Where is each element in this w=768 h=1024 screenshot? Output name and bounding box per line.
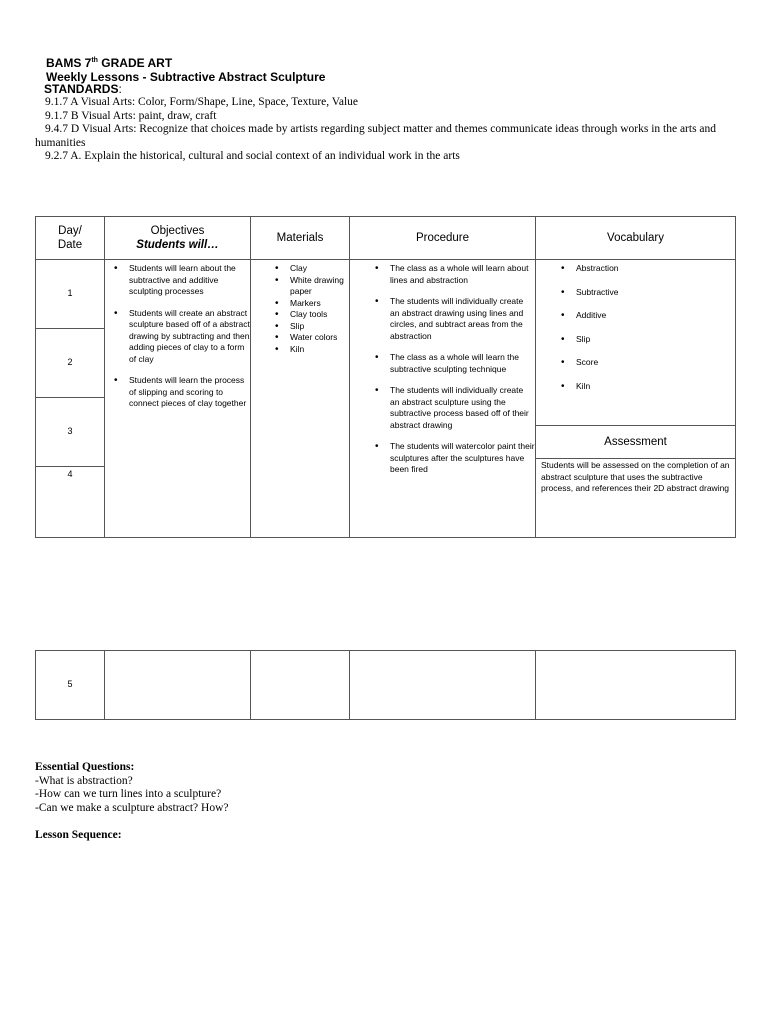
standard-item: 9.1.7 A Visual Arts: Color, Form/Shape, Line, Space, Texture, Value [45,96,358,108]
objectives-cell [105,260,251,538]
day-cell: 3 [36,398,105,467]
empty-cell [350,651,536,720]
lesson-table-day5 [35,650,736,720]
day-cell: 2 [36,329,105,398]
material-item: • Slip [290,321,349,333]
procedure-item: • The students will individually create an abstract drawing using lines and circles, and subtract areas from the abstraction [390,296,535,342]
procedure-item: • The students will watercolor paint their sculptures after the sculptures have been fired [390,441,535,476]
objective-item: • Students will learn about the subtractive and additive sculpting processes [129,263,250,298]
lesson-sequence-label: Lesson Sequence: [35,829,122,841]
empty-cell [251,651,350,720]
header-title: BAMS 7th GRADE ART [46,56,173,70]
vocabulary-item: • Subtractive [576,287,735,299]
standard-item: 9.4.7 D Visual Arts: Recognize that choices made by artists regarding subject matter and themes communicate ideas through works in the arts and humanities [35,123,717,149]
essential-questions [35,761,229,815]
header-day-date: Day/ Date [36,217,105,260]
standards-list [35,96,735,164]
lesson-table [35,216,736,538]
standards-label: STANDARDS: [44,82,122,96]
vocabulary-item: • Slip [576,334,735,346]
assessment-header: Assessment [536,425,735,459]
material-item: • Kiln [290,344,349,356]
standard-item: 9.1.7 B Visual Arts: paint, draw, craft [45,109,217,122]
question-item: -How can we turn lines into a sculpture? [35,788,222,800]
vocabulary-assessment-cell [536,260,736,538]
objective-item: • Students will learn the process of slipping and scoring to connect pieces of clay together [129,375,250,410]
header-procedure: Procedure [350,217,536,260]
header-materials: Materials [251,217,350,260]
procedure-item: • The class as a whole will learn about lines and abstraction [390,263,535,286]
standard-item: 9.2.7 A. Explain the historical, cultural and social context of an individual work in the arts [45,150,460,162]
header-objectives: Objectives Students will… [105,217,251,260]
procedure-item: • The students will individually create an abstract sculpture using the subtractive process based off of their abstract drawing [390,385,535,431]
vocabulary-item: • Abstraction [576,263,735,275]
objective-item: • Students will create an abstract sculpture based off of a abstract drawing by subtracting and then adding pieces of clay to a form of clay [129,308,250,366]
procedure-cell [350,260,536,538]
material-item: • Markers [290,298,349,310]
vocabulary-item: • Additive [576,310,735,322]
vocabulary-item: • Score [576,357,735,369]
day-cell: 5 [36,651,105,720]
vocabulary-item: • Kiln [576,381,735,393]
empty-cell [105,651,251,720]
document-header [46,54,325,84]
header-subtitle: Weekly Lessons - Subtractive Abstract Sculpture [46,70,326,84]
question-item: -What is abstraction? [35,774,133,787]
essential-questions-label: Essential Questions: [35,761,135,773]
procedure-item: • The class as a whole will learn the subtractive sculpting technique [390,352,535,375]
materials-cell [251,260,350,538]
question-item: -Can we make a sculpture abstract? How? [35,801,229,814]
day-cell: 1 [36,260,105,329]
header-vocabulary: Vocabulary [536,217,736,260]
day-cell: 4 [36,467,105,538]
assessment-text: Students will be assessed on the completion of an abstract sculpture that uses the subtractive process, and references their 2D abstract drawing [541,460,730,493]
material-item: • White drawing paper [290,275,349,298]
material-item: • Clay [290,263,349,275]
material-item: • Water colors [290,332,349,344]
empty-cell [536,651,736,720]
material-item: • Clay tools [290,309,349,321]
